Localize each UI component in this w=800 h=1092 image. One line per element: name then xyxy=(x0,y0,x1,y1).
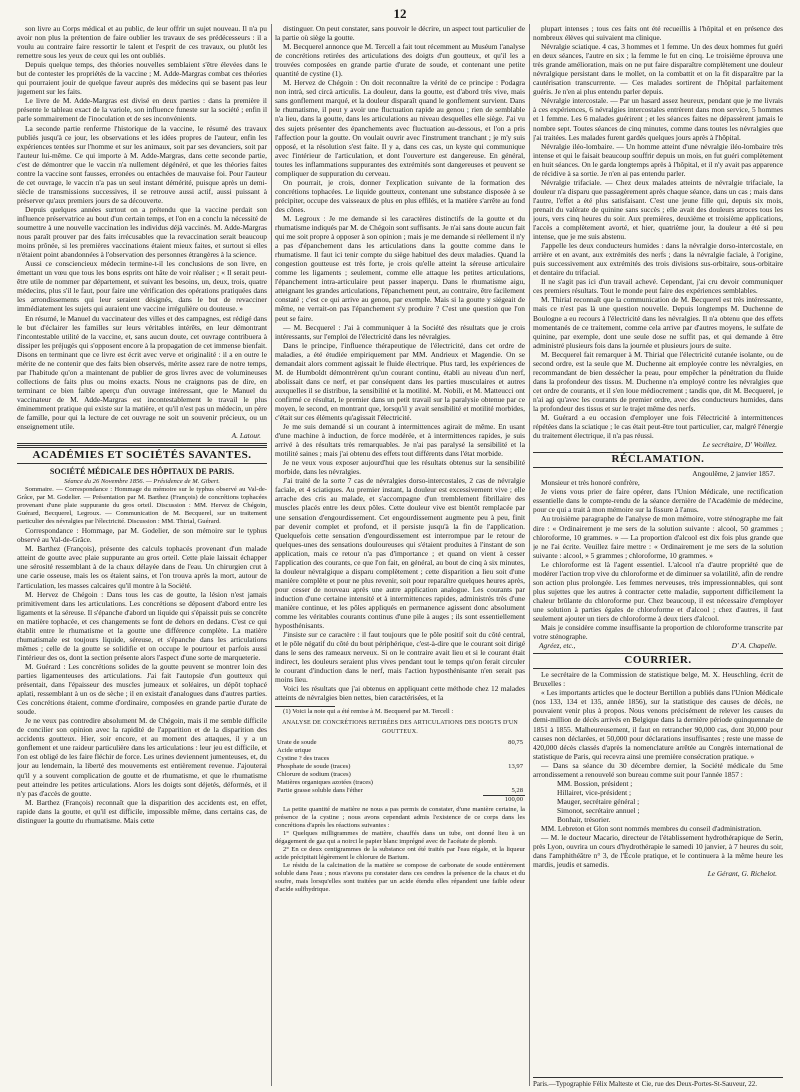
paragraph: — M. le docteur Macario, directeur de l'établissement hydrothérapique de Serin, près Lyon, ouvrira un cours d'hydrothérapie le samedi 10 janvier, à 7 heures du soir, dans l'amphithéâtre n° 3, de l'École pratique, et le continuera à la même heure les mardis, jeudis et samedis. xyxy=(533,833,783,870)
column-2 xyxy=(275,24,525,1086)
table-cell: Chlorure de sodium (traces) xyxy=(277,770,351,778)
paragraph: Le livre de M. Adde-Margras est divisé en deux parties : dans la première il présente le tableau exact de la variole, son influence funeste sur la société ; enfin il parle sommairement de l'inoculation et de ses inconvénients. xyxy=(17,96,267,124)
table-cell: 80,75 xyxy=(508,738,523,746)
paragraph: M. Becquerel annonce que M. Tercell a fait tout récemment au Muséum l'analyse de concrétions retirées des articulations des doigts d'un goutteux, et qu'il les a trouvées composées en grande partie d'urate de soude, et contenant une petite quantité de cystine (1). xyxy=(275,42,525,79)
paragraph: Je me suis demandé si un courant à intermittences agirait de même. En usant d'une machine à induction, de force modérée, et à intermittences rapides, je suis arrivé à des résultats très remarquables. Je n'ai pas paralysé la sensibilité et la motilité saines ; mais j'ai obtenu des effets tout différents dans l'état morbide. xyxy=(275,422,525,459)
table-cell: Partie grasse soluble dans l'éther xyxy=(277,786,363,794)
table-cell xyxy=(483,755,525,763)
paragraph: Je ne veux vous exposer aujourd'hui que les résultats obtenus sur la sensibilité morbide, dans les névralgies. xyxy=(275,458,525,477)
paragraph: Dans le principe, l'influence thérapeutique de l'électricité, dans cet ordre de maladies, a été étudiée empiriquement par MM. Andrieux et Magendie. On se demandait alors comment agissait le fluide électrique. Plus tard, les expériences de M. de Humboldt démontrèrent qu'un courant continu, établi au niveau d'un nerf, abolissait dans ce nerf, et par conséquent dans les parties musculaires et autres auxquelles il se distribue, la sensibilité et la motilité. M. Nobili, et M. Matteucci ont confirmé ce résultat, le premier dans un petit travail sur la paralysie obtenue par ce moyen, le second, en montrant que, lorsqu'il y avait sensibilité et motilité morbides, c'était sur ces éléments qu'agissait l'électricité. xyxy=(275,340,525,423)
analysis-table xyxy=(275,739,525,804)
paragraph: Correspondance : Hommage, par M. Godelier, de son mémoire sur le typhus observé au Val-de-Grâce. xyxy=(17,526,267,545)
table-row xyxy=(275,747,525,755)
paragraph: Le chloroforme est là l'agent essentiel. L'alcool n'a d'autre propriété que de modérer l'action trop vive du chloroforme et de diminuer sa volatilité, afin de rendre son action plus prolongée. Les femmes nerveuses, très impressionnables, qui sont plus sujettes que les autres à contracter cette maladie, supportent difficilement la chaleur brûlante du chloroforme pur. Chez beaucoup, il est nécessaire d'employer une solution à parties égales de chloroforme et d'alcool ; chez d'autres, il faut seulement ajouter un tiers de chloroforme à deux tiers d'alcool. xyxy=(533,559,783,623)
section-rule xyxy=(17,463,267,464)
section-title: RÉCLAMATION. xyxy=(611,453,705,466)
printer-imprint: Paris.—Typographie Félix Malteste et Cie, rue des Deux-Portes-St-Sauveur, 22. xyxy=(533,1077,783,1088)
society-title: SOCIÉTÉ MÉDICALE DES HÔPITAUX DE PARIS. xyxy=(49,467,235,477)
table-row xyxy=(275,755,525,763)
paragraph: M. Barthez (François), présente des calculs tophacés provenant d'un malade atteint de goutte avec plaie suppurante au gros orteil. Cette plaie laissait échapper une sérosité ressemblant à de la chaux délayée dans de l'eau. Un chirurgien crut à une carie osseuse, mais les os étaient sains, et l'on trouva après la mort, autour de l'articulation, les masses calcaires qu'il montre à la Société. xyxy=(17,544,267,590)
paragraph: Le secrétaire de la Commission de statistique belge, M. X. Heuschling, écrit de Bruxelles : xyxy=(533,670,783,689)
column-divider xyxy=(271,24,272,1086)
paragraph: plupart intenses ; tous ces faits ont été recueillis à l'hôpital et en présence des nombreux élèves qui suivaient ma clinique. xyxy=(533,24,783,43)
table-cell: Cystine ? des traces xyxy=(277,754,330,762)
column-divider xyxy=(529,24,530,1086)
table-cell: 13,97 xyxy=(508,762,523,770)
note: La petite quantité de matière ne nous a pas permis de constater, d'une manière certaine, la présence de la cystine ; nous avons cependant admis l'existence de ce corps dans les concrétions d'après les réactions suivantes : xyxy=(275,805,525,829)
table-cell: Urate de soude xyxy=(277,738,317,746)
table-cell xyxy=(275,795,483,804)
paragraph: Névralgie sciatique. 4 cas, 3 hommes et 1 femme. Un des deux hommes fut guéri en deux séances, l'autre en six ; la femme le fut en cinq. Le troisième éprouva une très grande amélioration, mais on ne put faire disparaître complètement une douleur névralgique persistant dans le mollet, on la combattit et on la fit disparaître par la cautérisation transcurrente. — Ces malades sortirent de l'hôpital parfaitement guéris. Je n'en ai plus entendu parler depuis. xyxy=(533,42,783,97)
paragraph: Voici les résultats que j'ai obtenus en appliquant cette méthode chez 12 malades atteints de névralgies bien nettes, bien caractérisées, et la xyxy=(275,684,525,703)
paragraph: M. Becquerel fait remarquer à M. Thirial que l'électricité cutanée isolante, ou de second ordre, est la seule que M. Duchenne ait employée contre les névralgies, en recommandant de bien dessécher la peau, pour empêcher la pénétration du fluide dans la profondeur des tissus. M. Duchenne n'a employé contre les névralgies que cet ordre de courants, et il s'en loue médiocrement ; tandis que, dit M. Becquerel, je n'ai agi qu'avec les courants de premier ordre, avec des conducteurs humides, dans la profondeur des tissus et sur le trajet même des nerfs. xyxy=(533,349,783,413)
table-cell: 5,28 xyxy=(511,786,523,794)
paragraph: Monsieur et très honoré confrère, xyxy=(541,478,640,488)
paragraph: M. Legroux : Je me demande si les caractères distinctifs de la goutte et du rhumatisme indiqués par M. de Chégoin sont suffisants. Je n'ai sans doute aucun fait qui me soit propre à opposer à son opinion ; mais je me demande si réellement il n'y a pas d'épanchement dans les articulations dans la goutte comme dans le rhumatisme. Il faut ici tenir compte du siège habituel des deux maladies. Quand la congestion goutteuse est très forte, je crois qu'elle atteint la séreuse articulaire comme les ligaments ; seulement, comme elle attaque les petites articulations, l'épanchement intra-articulaire peut passer inaperçu. Dans le rhumatisme aigu, atteignant les grandes articulations, l'épanchement peut, au contraire, être facilement constaté ; c'est ce qui arrive au genou, par exemple. Mais si la goutte y siégeait de même, ne verrait-on pas l'épanchement s'y produire ? C'est une question que l'on peut se faire. xyxy=(275,213,525,323)
paragraph: M. Hervez de Chégoin : On doit reconnaître la vérité de ce principe : Podagra non intrà, sed circà articulis. La douleur, dans la goutte, est d'abord très vive, mais sans gonflement marqué, et la douleur disparaît quand le gonflement survient. Dans le rhumatisme, il peut y avoir une fluctuation rapide au genou ; rien de semblable n'a lieu, dans la goutte, dans les articulations au niveau desquelles elle siège. J'ai vu des sujets présenter des épanchements avec fluctuation au-dessous, et l'on a pris l'affection pour la goutte. On voulait ouvrir avec l'instrument tranchant ; je m'y suis opposé, et la résolution s'est faite. Il y a, dans ces cas, un kyste qui communique avec l'intérieur de l'articulation, et dont l'ouverture est dangereuse. En général, toutes les inflammations suppurantes des extrémités sont dangereuses et peuvent se compliquer de suppuration du cerveau. xyxy=(275,78,525,178)
paragraph: Aussi ce consciencieux médecin termine-t-il les conclusions de son livre, en émettant un vœu que tous les bons esprits ont hâte de voir réaliser ; « Il serait peut-être utile de nommer par département, et suivant les besoins, un, deux, trois, quatre médecins, plus s'il le faut, pour faire une vérification des opérations pratiquées dans les arrondissements qui leur seraient désignés, dans le but de revacciner immédiatement les sujets qui auraient une vaccine irrégulière ou douteuse. » xyxy=(17,259,267,314)
paragraph: Je viens vous prier de faire opérer, dans l'Union Médicale, une rectification essentielle dans le compte-rendu de la séance dernière de l'Académie de médecine, pour ce qui a trait à mon mémoire sur la fissure à l'anus. xyxy=(533,487,783,515)
paragraph: Il ne s'agit pas ici d'un travail achevé. Cependant, j'ai cru devoir communiquer ces premiers résultats. Tout le monde peut faire des expériences semblables. xyxy=(533,277,783,296)
paragraph: son livre au Corps médical et au public, de leur offrir un sujet nouveau. Il n'a pu avoir non plus la prétention de faire oublier les travaux de ses prédécesseurs : il a voulu au contraire faire ressortir le talent et l'esprit de ces travaux, ou plutôt les remettre sous les yeux de ceux qui les ont oubliés. xyxy=(17,24,267,61)
page-number: 12 xyxy=(393,6,407,21)
paragraph: Depuis quelque temps, des théories nouvelles semblaient s'être élevées dans le but de contester les propriétés de la vaccine ; M. Adde-Margras combat ces théories qui pourraient jouir de quelque faveur auprès des médecins qui se basent pas leur jugement sur les faits. xyxy=(17,60,267,97)
table-cell: Matières organiques azotées (traces) xyxy=(277,778,373,786)
letter-date: Angoulême, 2 janvier 1857. xyxy=(692,469,775,479)
officer-line: Hillairet, vice-président ; xyxy=(557,787,632,797)
article-signature: A. Latour. xyxy=(231,431,261,441)
footnote: (1) Voici la note qui a été remise à M. Becquerel par M. Tercell : xyxy=(283,707,454,715)
paragraph: Névralgie trifaciale. — Chez deux malades atteints de névralgie trifaciale, la douleur n'a disparu que passagèrement après chaque séance, dans un cas ; mais dans l'autre, l'effet a été plus satisfaisant. C'est une jeune fille qui, depuis six mois, prenait du valérate de quinine sans succès ; elle avait des douleurs atroces tous les jours, vers cinq heures du soir. Aux premières, deuxième et troisième applications, l'accès a complètement avorté, et hier, quatrième jour, la douleur a été si peu intense, que je me suis abstenu. xyxy=(533,177,783,242)
table-cell: Phosphate de soude (traces) xyxy=(277,762,351,770)
analysis-title: ANALYSE DE CONCRÉTIONS RETIRÉES DES ARTICULATIONS DES DOIGTS D'UN GOUTTEUX. xyxy=(282,719,518,735)
table-cell: 100,00 xyxy=(483,795,525,804)
table-cell xyxy=(483,747,525,755)
paragraph: distinguer. On peut constater, sans pouvoir le décrire, un aspect tout particulier de la partie où siège la goutte. xyxy=(275,24,525,43)
table-cell xyxy=(483,771,525,779)
paragraph: MM. Lebreton et Glon sont nommés membres du conseil d'administration. xyxy=(541,824,762,834)
paragraph: Mais je considère comme insuffisante la proportion de chloroforme transcrite par votre sténographe. xyxy=(533,623,783,642)
table-row xyxy=(275,739,525,747)
paragraph: J'ai traité de la sorte 7 cas de névralgies dorso-intercostales, 2 cas de névralgie faciale, et 4 sciatiques. Au premier instant, la douleur est excessivement vive ; elle arrache des cris au malade, et s'accompagne d'un tremblement fibrillaire des muscles placés entre les deux pôles. Cette douleur vive est bientôt remplacée par une sensation d'engourdissement. Cet engourdissement augmente peu à peu, finit par devenir complet et profond, et il persiste jusqu'à la fin de l'application. Quelquefois cette sensation d'engourdissement est interrompue par le retour de quelques-unes des sensations douloureuses qui s'étaient produites à l'instant de son application, mais ce retour n'a pas d'importance ; et quand on vient à cesser l'application des courants, ce que l'on fait, en général, au bout de cinq à six minutes, la douleur névralgique a disparu complètement ; cette disparition a lieu soit d'une manière complète et pour ne plus revenir, soit pour reparaître quelques heures après, pour cesser de nouveau après une autre application analogue. Les courants par induction d'une certaine intensité et à intermittences rapides, administrés très d'une manière continue, et les pôles appliqués en permanence agissent donc absolument comme les véritables courants continus d'une pile à auges ; ils sont essentiellement hyposthénisants. xyxy=(275,476,525,631)
paragraph: Au troisième paragraphe de l'analyse de mon mémoire, votre sténographe me fait dire : « Ordinairement je me sers de la solution suivante : alcool, 50 grammes ; chloroforme, 10 grammes. » — La proportion d'alcool est dix fois plus grande que je ne l'ai écrite. Veuillez faire mettre : « Ordinairement je me sers de la solution suivante : alcool, » 5 grammes ; chloroforme, 10 grammes. » xyxy=(533,514,783,560)
section-rule xyxy=(17,445,267,448)
paragraph: M. Thirial reconnaît que la communication de M. Becquerel est très intéressante, mais ce n'est pas là une question nouvelle. Depuis longtemps M. Duchenne de Boulogne a eu recours à l'électricité dans les névralgies. Il n'a obtenu que des effets momentanés de ce traitement, comme cela arrive par d'autres moyens, le sulfate de quinine, par exemple, dont une seule dose ne suffit pas, et qui demande à être administré plusieurs fois dans la journée et plusieurs jours de suite. xyxy=(533,295,783,350)
table-cell xyxy=(483,779,525,787)
paragraph: La seconde partie renferme l'historique de la vaccine, le résumé des travaux publiés jusqu'à ce jour, les observations et les idées propres de l'auteur, enfin les expériences tentées sur l'homme et sur les animaux, soit par ses devanciers, soit par l'auteur lui-même. Ce qui importe à M. Adde-Margras, dans cette seconde partie, c'est de démontrer que le vaccin n'a nullement dégénéré, et que les théories faites contre la vaccine sont fausses, erronées ou entachées de mauvaise foi. Pour l'auteur de cet ouvrage, le vaccin n'a pas un seul instant démérité, puisque après un demi-siècle de transmissions successives, il se retrouve aussi actif, aussi puissant à préserver qu'aux premiers jours de sa découverte. xyxy=(17,123,267,205)
column-3 xyxy=(533,24,783,1064)
column-1 xyxy=(17,24,267,1086)
table-row xyxy=(275,771,525,779)
table-row xyxy=(275,795,525,804)
paragraph: Depuis quelques années surtout on a prétendu que la vaccine perdait son influence préservatrice au bout d'un certain temps, et l'on en a conclu la nécessité de soumettre à une nouvelle vaccination les individus déjà vaccinés. M. Adde-Margras nous paraît prouver par des faits irrécusables que la revaccination serait beaucoup moins prônée, si les premières vaccinations étaient mieux faites, et surtout si elles n'étaient point abandonnées à l'observation des personnes étrangères à la science. xyxy=(17,204,267,260)
note: Le résidu de la calcination de la matière se compose de carbonate de soude entièrement soluble dans l'eau ; nous n'avons pu constater dans ces cendres la présence de la chaux et du soufre, mais lorsqu'elles sont traitées par un acide étendu elles répandent une faible odeur d'acide sulfhydrique. xyxy=(275,861,525,893)
paragraph: « Les importants articles que le docteur Bertillon a publiés dans l'Union Médicale (nos 133, 134 et 135, année 1856), sur la statistique des causes de décès, ne pouvaient venir plus à propos. Nous venons précisément de relever les causes du demi-million de décès arrivés en Belgique dans la dernière période quinquennale de 1851 à 1855. Malheureusement, il faut en retrancher 90,000 cas, dont 30,000 pour causes non déclarées, et 50,000 pour déclarations insuffisantes ; reste une masse de 420,000 décès classés d'après la nomenclature arrêtée au Congrès international de statistique de Paris, qui recevra ainsi une première consécration pratique. » xyxy=(533,688,783,761)
table-row xyxy=(275,763,525,771)
paragraph: Névralgie intercostale. — Par un hasard assez heureux, pendant que je me livrais à ces expériences, 6 névralgies intercostales entrèrent dans mon service, 5 hommes et 1 femme. Les 6 malades guérirent ; et les séances faites ne dépassèrent jamais le nombre sept. Toutes séances de cinq minutes, comme dans toutes les névralgies que j'ai traitées. Les malades furent gardés quelques jours après à l'hôpital. xyxy=(533,96,783,142)
paragraph: Névralgie iléo-lombaire. — Un homme atteint d'une névralgie iléo-lombaire très intense et qui le faisait beaucoup souffrir depuis un mois, en fut guéri complètement en huit séances. On le garda longtemps après à l'hôpital, et il n'y avait pas apparence de récidive à sa sortie. Je n'en ai pas entendu parler. xyxy=(533,141,783,178)
paragraph: M. Guérard a eu occasion d'employer une fois l'électricité à intermittences répétées dans la sciatique ; le cas était peut-être tout particulier, car, malgré l'énergie du traitement électrique, il n'a pas réussi. xyxy=(533,413,783,441)
gerant-signature: Le Gérant, G. Richelot. xyxy=(707,869,777,879)
section-rule xyxy=(533,668,783,669)
officer-line: Bonhair, trésorier. xyxy=(557,814,611,824)
closing-salutation: Agréez, etc., xyxy=(539,641,576,651)
paragraph: M. Barthez (François) reconnaît que la disparition des accidents est, en effet, rapide dans la goutte, et qu'il est difficile, impossible même, dans certains cas, de distinguer la goutte du rhumatisme. Mais cette xyxy=(17,797,267,825)
letter-closing xyxy=(533,641,783,650)
table-row xyxy=(275,787,525,796)
section-title: COURRIER. xyxy=(624,654,692,667)
paragraph: — Dans sa séance du 30 décembre dernier, la Société médicale du 5me arrondissement a renouvelé son bureau comme suit pour l'année 1857 : xyxy=(533,760,783,779)
paragraph: — M. Becquerel : J'ai à communiquer à la Société des résultats que je crois intéressants, sur l'emploi de l'électricité dans les névralgies. xyxy=(275,322,525,341)
table-row xyxy=(275,779,525,787)
officer-line: MM. Bossion, président ; xyxy=(557,778,633,788)
officer-line: Simonot, secrétaire annuel ; xyxy=(557,805,640,815)
paragraph: Je ne veux pas contredire absolument M. de Chégoin, mais il me semble difficile de concilier son opinion avec la rapidité de l'apparition et de la disparition des accidents goutteux. Hier, soir encore, et au moment des attaques, il y a un gonflement et une raideur particulière dans les articulations : leur jeu est difficile, et l'on est obligé de les faire fléchir de force. Les urines deviennent jumenteuses, et, du jour au lendemain, la liberté des mouvements est entièrement revenue. J'ajouterai qu'il y a souvent complication de goutte et de rhumatisme, et que le rhumatisme peut atteindre les petites articulations. Alors les doigts sont déjetés, déformés, et il n'y pas d'accès de goutte. xyxy=(17,716,267,798)
officer-line: Mauger, secrétaire général ; xyxy=(557,796,640,806)
paragraph: On pourrait, je crois, donner l'explication suivante de la formation des concrétions tophacées. Le liquide goutteux, contenant une substance disposée à se précipiter, occupe des vaisseaux de plus en plus effilés, et la matière s'arrête au fond des cônes. xyxy=(275,177,525,214)
paragraph: J'insiste sur ce caractère : il faut toujours que le pôle positif soit du côté central, et le pôle négatif du côté du bout périphérique, c'est-à-dire que le courant soit dirigé dans le sens des rameaux nerveux. Si on le contraire avait lieu et si le courant était indirect, les douleurs seraient plus vives pendant tout le temps qu'on ferait circuler le courant d'induction dans le nerf, mais l'action hyposthénisante n'en serait pas moins lieu. xyxy=(275,630,525,685)
secretary-signature: Le secrétaire, D' Woillez. xyxy=(702,440,777,450)
paragraph: En résumé, le Manuel du vaccinateur des villes et des campagnes, est rédigé dans le but d'éclairer les familles sur leurs véritables intérêts, en leur démontrant l'incontestable utilité de la vaccine, et, sans aucun doute, cet ouvrage contribuera à dissiper les préjugés qui s'opposent encore à la propagation de cet immense bienfait. Disons en terminant que ce livre est écrit avec verve et originalité : il a en outre le mérite de ne contenir que des faits bien observés, mérite assez rare de notre temps, par l'habitude qu'on a maintenant de publier de gros livres avec de volumineuses collections de faits plus ou moins exacts. Nous ne craignons pas de dire, en terminant ce bien faible aperçu d'un ouvrage intéressant, que le Manuel du vaccinateur de M. Adde-Margras est incontestablement le travail le plus éminemment pratique qui existe sur la matière, et qu'il n'est pas un médecin, un père de famille, pour qui la lecture de cet ouvrage ne soit un souvenir précieux, ou un enseignement utile. xyxy=(17,313,267,432)
footnote-rule xyxy=(275,706,335,707)
paragraph: M. Guérard : Les concrétions solides de la goutte peuvent se montrer loin des parties ligamenteuses des articulations. J'ai fait l'autopsie d'un goutteux qui présentait, dans l'épaisseur des muscles jumeaux et soléaires, un dépôt tophacé aplati, ressemblant à un os de sèche ; il en existait d'analogues dans d'autres parties. Ces concrétions étaient, comme d'ordinaire, composées en grande partie d'urate de soude. xyxy=(17,661,267,717)
note: 1° Quelques milligrammes de matière, chauffés dans un tube, ont donné lieu à un dégagement de gaz qui a noirci le papier blanc imprégné avec de l'acétate de plomb. xyxy=(275,829,525,845)
section-title: ACADÉMIES ET SOCIÉTÉS SAVANTES. xyxy=(32,449,252,462)
paragraph: J'appelle les deux conducteurs humides : dans la névralgie dorso-intercostale, en arrière et en avant, aux extrémités des nerfs ; dans la névralgie faciale, à l'origine, puis successivement aux extrémités des trois divisions sus-orbitaire, sous-orbitaire et dentaire du trifacial. xyxy=(533,241,783,278)
closing-signature: D' A. Chapelle. xyxy=(731,641,777,651)
table-cell: Acide urique xyxy=(277,746,312,754)
note: 2° En ce deux centigrammes de la substance ont été traités par l'eau régale, et la liqueur acide précipitait légèrement le chlorure de Barium. xyxy=(275,845,525,861)
section-rule xyxy=(533,467,783,468)
session-summary: Sommaire. — Correspondance : Hommage du mémoire sur le typhus observé au Val-de-Grâce, par M. Godelier. — Présentation par M. Barthez (François) de concrétions tophacées provenant d'une plaie suppurante du gros orteil. Discussion : MM. Hervez de Chégoin, Guérard, Becquerel, Legroux. — Communication de M. Becquerel, sur un traitement particulier des névralgies par l'électricité. Discussion : MM. Thirial, Guérard. xyxy=(17,486,267,526)
session-line: Séance du 26 Novembre 1856. — Présidence de M. Gibert. xyxy=(64,478,220,486)
paragraph: M. Hervez de Chégoin : Dans tous les cas de goutte, la lésion n'est jamais primitivement dans les articulations. Les concrétions se déposent d'abord entre les ligaments et la séreuse. Il s'épanche d'abord un liquide qui s'épaissit puis se concrète en matière tophacée, et ces changements se font de dehors en dedans. C'est ce qui établit entre le rhumatisme et la goutte une différence complète. La matière rhumatismale est toujours liquide, séreuse, et s'épanche dans les articulations mêmes ; celle de la goutte se solidifie et on occupe le pourtour et parfois aussi l'intérieur des os, dont la section présente alors l'aspect d'une sorte de marqueterie. xyxy=(17,589,267,662)
section-rule xyxy=(17,443,267,444)
